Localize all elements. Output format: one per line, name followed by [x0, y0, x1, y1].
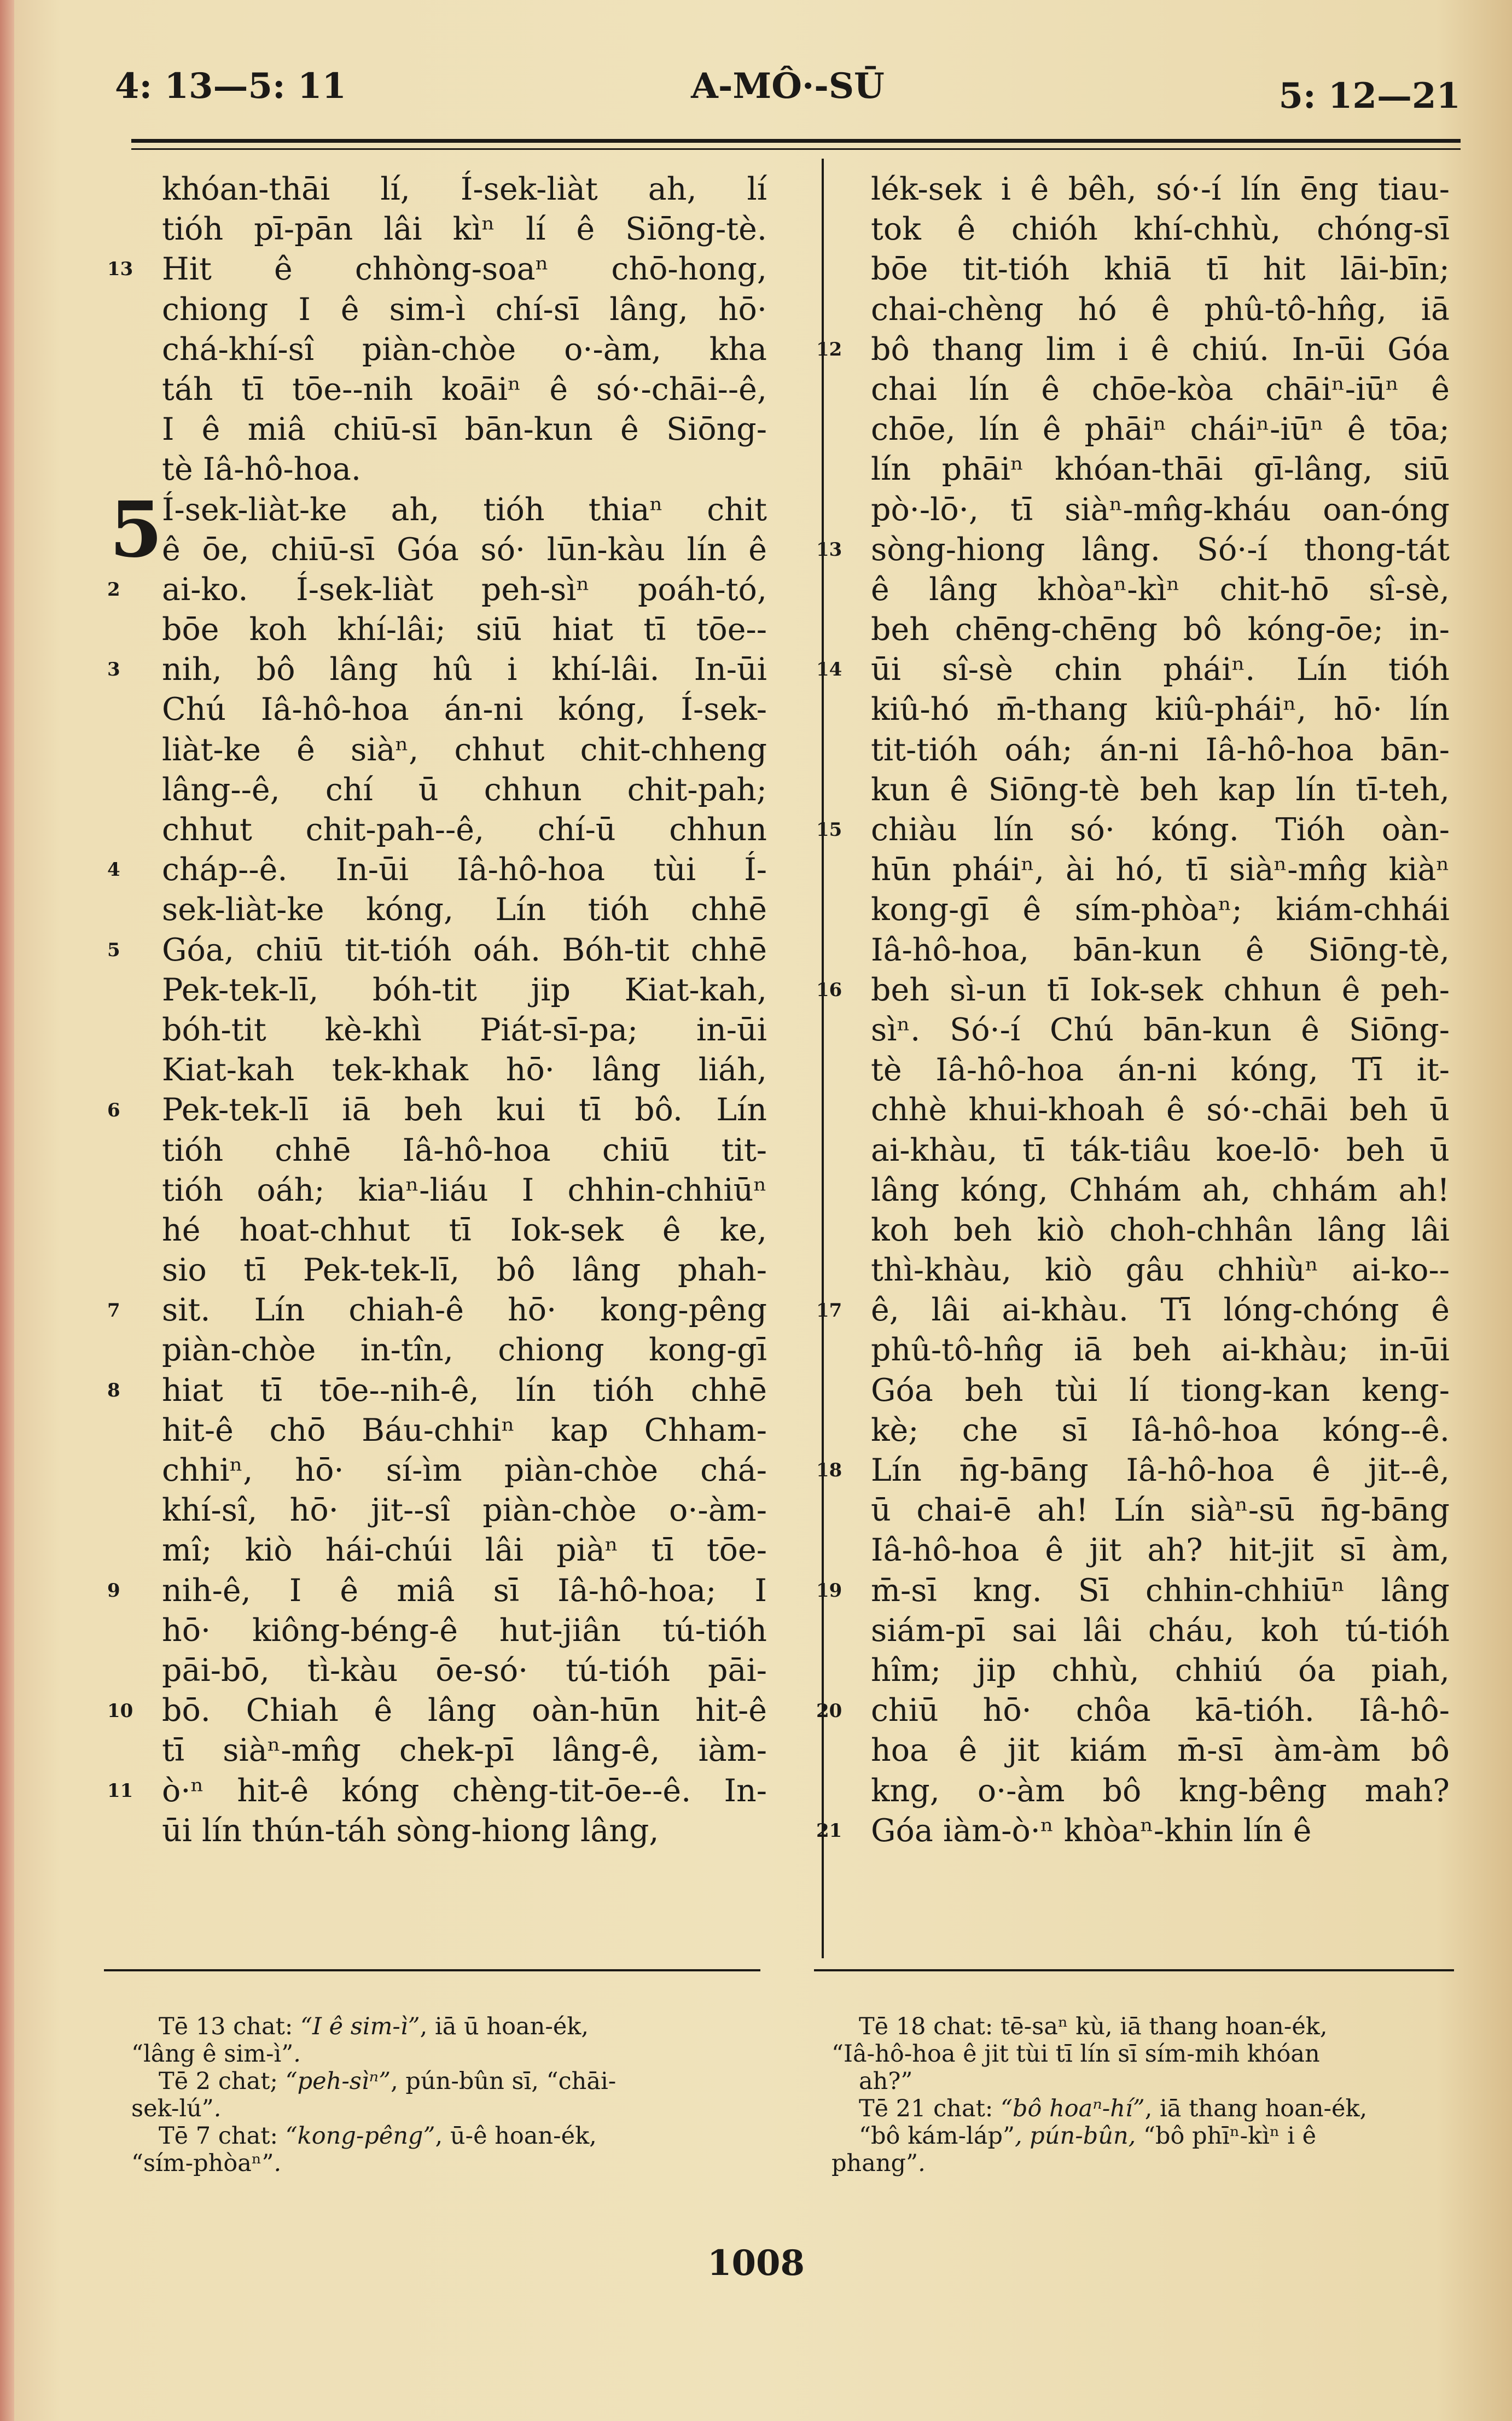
footnote-fragment: “lâng ê sim-ì”: [131, 2040, 294, 2068]
text-line: nih, bô lâng hû i khí-lâi. In-ūi: [162, 651, 767, 688]
text-line: lâng kóng, Chhám ah, chhám ah!: [871, 1172, 1450, 1208]
text-line: khí-sî, hō· jit--sî piàn-chòe o·-àm-: [162, 1492, 767, 1529]
footnote-fragment: .: [293, 2040, 301, 2068]
footnotes-left: [131, 2013, 755, 2177]
text-line: chhè khui-khoah ê só·-chāi beh ū: [871, 1092, 1450, 1128]
text-line: sit. Lín chiah-ê hō· kong-pêng: [162, 1292, 767, 1329]
text-line: tióh chhē Iâ-hô-hoa chiū tit-: [162, 1132, 767, 1168]
text-line: nih-ê, I ê miâ sī Iâ-hô-hoa; I: [162, 1572, 767, 1609]
verse-number: 13: [107, 258, 133, 281]
footnote-fragment: .: [274, 2150, 282, 2177]
footnote-rule-right: [814, 1969, 1454, 1971]
page-number: 1008: [707, 2243, 805, 2284]
text-line: ò·ⁿ hit-ê kóng chèng-tit-ōe--ê. In-: [162, 1772, 767, 1809]
header-rule: [131, 139, 1461, 150]
text-line: piàn-chòe in-tîn, chiong kong-gī: [162, 1332, 767, 1369]
verse-number: 16: [816, 979, 842, 1001]
text-line: hō· kiông-béng-ê hut-jiân tú-tióh: [162, 1612, 767, 1649]
text-line: Góa iàm-ò·ⁿ khòaⁿ-khin lín ê: [871, 1812, 1312, 1849]
text-line: beh sì-un tī Iok-sek chhun ê peh-: [871, 971, 1450, 1008]
footnotes-right: [831, 2013, 1450, 2177]
footnote-fragment: , pún-bûn,: [1014, 2122, 1143, 2150]
page-edge: [0, 0, 14, 2421]
text-line: bōe tit-tióh khiā tī hit lāi-bīn;: [871, 251, 1450, 288]
verse-number: 15: [816, 819, 842, 841]
footnote-fragment: , iā thang hoan-ék,: [1144, 2095, 1368, 2122]
text-line: sio tī Pek-tek-lī, bô lâng phah-: [162, 1252, 767, 1289]
text-line: kiû-hó m̄-thang kiû-pháiⁿ, hō· lín: [871, 691, 1450, 728]
verse-number: 21: [816, 1820, 842, 1842]
text-line: ê lâng khòaⁿ-kìⁿ chit-hō sî-sè,: [871, 571, 1450, 608]
text-line: kong-gī ê sím-phòaⁿ; kiám-chhái: [871, 892, 1450, 928]
footnote-fragment: “Iâ-hô-hoa ê jit tùi tī lín sī sím-mih khóan: [831, 2040, 1320, 2068]
text-line: chá-khí-sî piàn-chòe o·-àm, kha: [162, 331, 767, 368]
footnote-fragment: , iā ū hoan-ék,: [420, 2013, 589, 2040]
text-line: táh tī tōe--nih koāiⁿ ê só·-chāi--ê,: [162, 371, 767, 408]
footnote-line: [131, 2068, 755, 2095]
footnote-fragment: Tē 2 chat;: [159, 2068, 286, 2095]
footnote-fragment: “I ê sim-ì”: [300, 2013, 420, 2040]
text-line: hit-ê chō Báu-chhiⁿ kap Chham-: [162, 1412, 767, 1448]
header-right-reference: 5: 12—21: [1278, 75, 1461, 117]
footnote-fragment: .: [213, 2095, 222, 2122]
footnote-fragment: , pún-bûn sī, “chāi-: [391, 2068, 617, 2095]
footnote-fragment: “kong-pêng”: [285, 2122, 435, 2150]
text-line: ê ōe, chiū-sī Góa só· lūn-kàu lín ê: [162, 531, 767, 568]
text-line: Góa beh tùi lí tiong-kan keng-: [871, 1372, 1450, 1409]
footnote-fragment: sek-lú”: [131, 2095, 214, 2122]
text-line: Chú Iâ-hô-hoa án-ni kóng, Í-sek-: [162, 691, 767, 728]
text-line: sìⁿ. Só·-í Chú bān-kun ê Siōng-: [871, 1011, 1450, 1048]
text-line: Kiat-kah tek-khak hō· lâng liáh,: [162, 1052, 767, 1089]
verse-number: 2: [107, 579, 120, 601]
text-line: koh beh kiò choh-chhân lâng lâi: [871, 1212, 1450, 1248]
right-text-column: [816, 170, 1450, 1947]
text-line: liàt-ke ê siàⁿ, chhut chit-chheng: [162, 731, 767, 768]
verse-number: 17: [816, 1299, 842, 1322]
text-line: Í-sek-liàt-ke ah, tióh thiaⁿ chit: [162, 491, 767, 528]
text-line: sòng-hiong lâng. Só·-í thong-tát: [871, 531, 1450, 568]
text-line: m̄-sī kng. Sī chhin-chhiūⁿ lâng: [871, 1572, 1450, 1609]
footnote-fragment: phang”: [831, 2150, 918, 2177]
text-line: bō. Chiah ê lâng oàn-hūn hit-ê: [162, 1692, 767, 1729]
text-line: tok ê chióh khí-chhù, chóng-sī: [871, 211, 1450, 248]
text-line: bô thang lim i ê chiú. In-ūi Góa: [871, 331, 1450, 368]
footnote-fragment: “bô hoaⁿ-hí”: [1001, 2095, 1145, 2122]
text-line: chhut chit-pah--ê, chí-ū chhun: [162, 812, 767, 848]
verse-number: 18: [816, 1459, 842, 1482]
footnote-fragment: Tē 18 chat: tē-saⁿ kù, iā thang hoan-ék,: [859, 2013, 1328, 2040]
footnote-line: [831, 2095, 1450, 2122]
text-line: kè; che sī Iâ-hô-hoa kóng--ê.: [871, 1412, 1450, 1448]
column-divider: [822, 159, 824, 1958]
text-line: lék-sek i ê bêh, só·-í lín ēng tiau-: [871, 171, 1450, 207]
text-line: ū chai-ē ah! Lín siàⁿ-sū n̄g-bāng: [871, 1492, 1450, 1529]
text-line: pò·-lō·, tī siàⁿ-mn̂g-kháu oan-óng: [871, 491, 1450, 528]
text-line: Lín n̄g-bāng Iâ-hô-hoa ê jit--ê,: [871, 1452, 1450, 1488]
text-line: lâng--ê, chí ū chhun chit-pah;: [162, 771, 767, 808]
text-line: hūn pháiⁿ, ài hó, tī siàⁿ-mn̂g kiàⁿ: [871, 852, 1450, 888]
footnote-fragment: Tē 7 chat:: [159, 2122, 286, 2150]
text-line: Pek-tek-lī, bóh-tit jip Kiat-kah,: [162, 971, 767, 1008]
footnote-line: [831, 2013, 1450, 2040]
text-line: hiat tī tōe--nih-ê, lín tióh chhē: [162, 1372, 767, 1409]
text-line: khóan-thāi lí, Í-sek-liàt ah, lí: [162, 171, 767, 207]
text-line: kng, o·-àm bô kng-bêng mah?: [871, 1772, 1450, 1809]
text-line: thì-khàu, kiò gâu chhiùⁿ ai-ko--: [871, 1252, 1450, 1289]
header-book-title: A-MÔ·-SŪ: [691, 66, 885, 107]
text-line: hé hoat-chhut tī Iok-sek ê ke,: [162, 1212, 767, 1248]
verse-number: 11: [107, 1780, 133, 1802]
footnote-fragment: “bô kám-láp”: [859, 2122, 1015, 2150]
text-line: chiàu lín só· kóng. Tióh oàn-: [871, 812, 1450, 848]
footnote-fragment: .: [918, 2150, 926, 2177]
text-line: tī siàⁿ-mn̂g chek-pī lâng-ê, iàm-: [162, 1732, 767, 1769]
text-line: bōe koh khí-lâi; siū hiat tī tōe--: [162, 612, 767, 648]
verse-number: 4: [107, 859, 120, 881]
verse-number: 13: [816, 538, 842, 561]
text-line: ūi sî-sè chin pháiⁿ. Lín tióh: [871, 651, 1450, 688]
verse-number: 19: [816, 1580, 842, 1602]
text-line: cháp--ê. In-ūi Iâ-hô-hoa tùi Í-: [162, 852, 767, 888]
footnote-line: [831, 2122, 1450, 2150]
verse-number: 5: [107, 939, 120, 961]
text-line: tè Iâ-hô-hoa.: [162, 451, 361, 488]
text-line: bóh-tit kè-khì Piát-sī-pa; in-ūi: [162, 1011, 767, 1048]
text-line: lín phāiⁿ khóan-thāi gī-lâng, siū: [871, 451, 1450, 488]
text-line: Hit ê chhòng-soaⁿ chō-hong,: [162, 251, 767, 288]
text-line: beh chēng-chēng bô kóng-ōe; in-: [871, 612, 1450, 648]
text-line: Pek-tek-lī iā beh kui tī bô. Lín: [162, 1092, 767, 1128]
text-line: chōe, lín ê phāiⁿ cháiⁿ-iūⁿ ê tōa;: [871, 411, 1450, 448]
verse-number: 6: [107, 1099, 120, 1121]
verse-number: 8: [107, 1380, 120, 1401]
text-line: I ê miâ chiū-sī bān-kun ê Siōng-: [162, 411, 767, 448]
footnote-rule-left: [104, 1969, 760, 1971]
footnote-fragment: “bô phīⁿ-kìⁿ i ê: [1143, 2122, 1317, 2150]
text-line: tióh pī-pān lâi kìⁿ lí ê Siōng-tè.: [162, 211, 767, 248]
footnote-line: [131, 2095, 755, 2122]
footnote-line: [131, 2040, 755, 2068]
footnote-fragment: “peh-sìⁿ”: [285, 2068, 391, 2095]
footnote-fragment: , ū-ê hoan-ék,: [435, 2122, 597, 2150]
text-line: hoa ê jit kiám m̄-sī àm-àm bô: [871, 1732, 1450, 1769]
footnote-line: [131, 2122, 755, 2150]
footnote-fragment: Tē 13 chat:: [159, 2013, 301, 2040]
verse-number: 7: [107, 1299, 120, 1322]
footnote-line: [831, 2068, 1450, 2095]
running-header: [115, 59, 1461, 119]
footnote-fragment: “sím-phòaⁿ”: [131, 2150, 274, 2177]
text-line: sek-liàt-ke kóng, Lín tióh chhē: [162, 892, 767, 928]
text-line: chai-chèng hó ê phû-tô-hn̂g, iā: [871, 291, 1450, 328]
text-line: pāi-bō, tì-kàu ōe-só· tú-tióh pāi-: [162, 1652, 767, 1689]
left-text-column: [107, 170, 767, 1947]
footnote-line: [831, 2040, 1450, 2068]
verse-number: 12: [816, 338, 842, 360]
text-line: Iâ-hô-hoa, bān-kun ê Siōng-tè,: [871, 932, 1450, 968]
text-line: Góa, chiū tit-tióh oáh. Bóh-tit chhē: [162, 932, 767, 968]
footnote-line: [131, 2150, 755, 2177]
text-line: tióh oáh; kiaⁿ-liáu I chhin-chhiūⁿ: [162, 1172, 767, 1208]
text-line: ê, lâi ai-khàu. Tī lóng-chóng ê: [871, 1292, 1450, 1329]
verse-number: 9: [107, 1580, 120, 1602]
text-line: chai lín ê chōe-kòa chāiⁿ-iūⁿ ê: [871, 371, 1450, 408]
footnote-fragment: Tē 21 chat:: [859, 2095, 1001, 2122]
footnote-fragment: ah?”: [859, 2068, 913, 2095]
verse-number: 10: [107, 1700, 133, 1722]
text-line: phû-tô-hn̂g iā beh ai-khàu; in-ūi: [871, 1332, 1450, 1369]
text-line: chhiⁿ, hō· sí-ìm piàn-chòe chá-: [162, 1452, 767, 1488]
verse-number: 3: [107, 659, 120, 681]
text-line: ai-khàu, tī ták-tiâu koe-lō· beh ū: [871, 1132, 1450, 1168]
text-line: chiong I ê sim-ì chí-sī lâng, hō·: [162, 291, 767, 328]
verse-number: 20: [816, 1700, 842, 1722]
text-line: tit-tióh oáh; án-ni Iâ-hô-hoa bān-: [871, 731, 1450, 768]
text-line: hîm; jip chhù, chhiú óa piah,: [871, 1652, 1450, 1689]
footnote-line: [131, 2013, 755, 2040]
verse-number: 14: [816, 659, 842, 681]
text-line: ai-ko. Í-sek-liàt peh-sìⁿ poáh-tó,: [162, 571, 767, 608]
text-line: Iâ-hô-hoa ê jit ah? hit-jit sī àm,: [871, 1532, 1450, 1569]
text-line: siám-pī sai lâi cháu, koh tú-tióh: [871, 1612, 1450, 1649]
text-line: mî; kiò hái-chúi lâi piàⁿ tī tōe-: [162, 1532, 767, 1569]
chapter-number: 5: [109, 485, 163, 575]
text-line: kun ê Siōng-tè beh kap lín tī-teh,: [871, 771, 1450, 808]
text-line: chiū hō· chôa kā-tióh. Iâ-hô-: [871, 1692, 1450, 1729]
footnote-line: [831, 2150, 1450, 2177]
header-left-reference: 4: 13—5: 11: [115, 66, 346, 107]
text-line: tè Iâ-hô-hoa án-ni kóng, Tī it-: [871, 1052, 1450, 1089]
text-line: ūi lín thún-táh sòng-hiong lâng,: [162, 1812, 659, 1849]
